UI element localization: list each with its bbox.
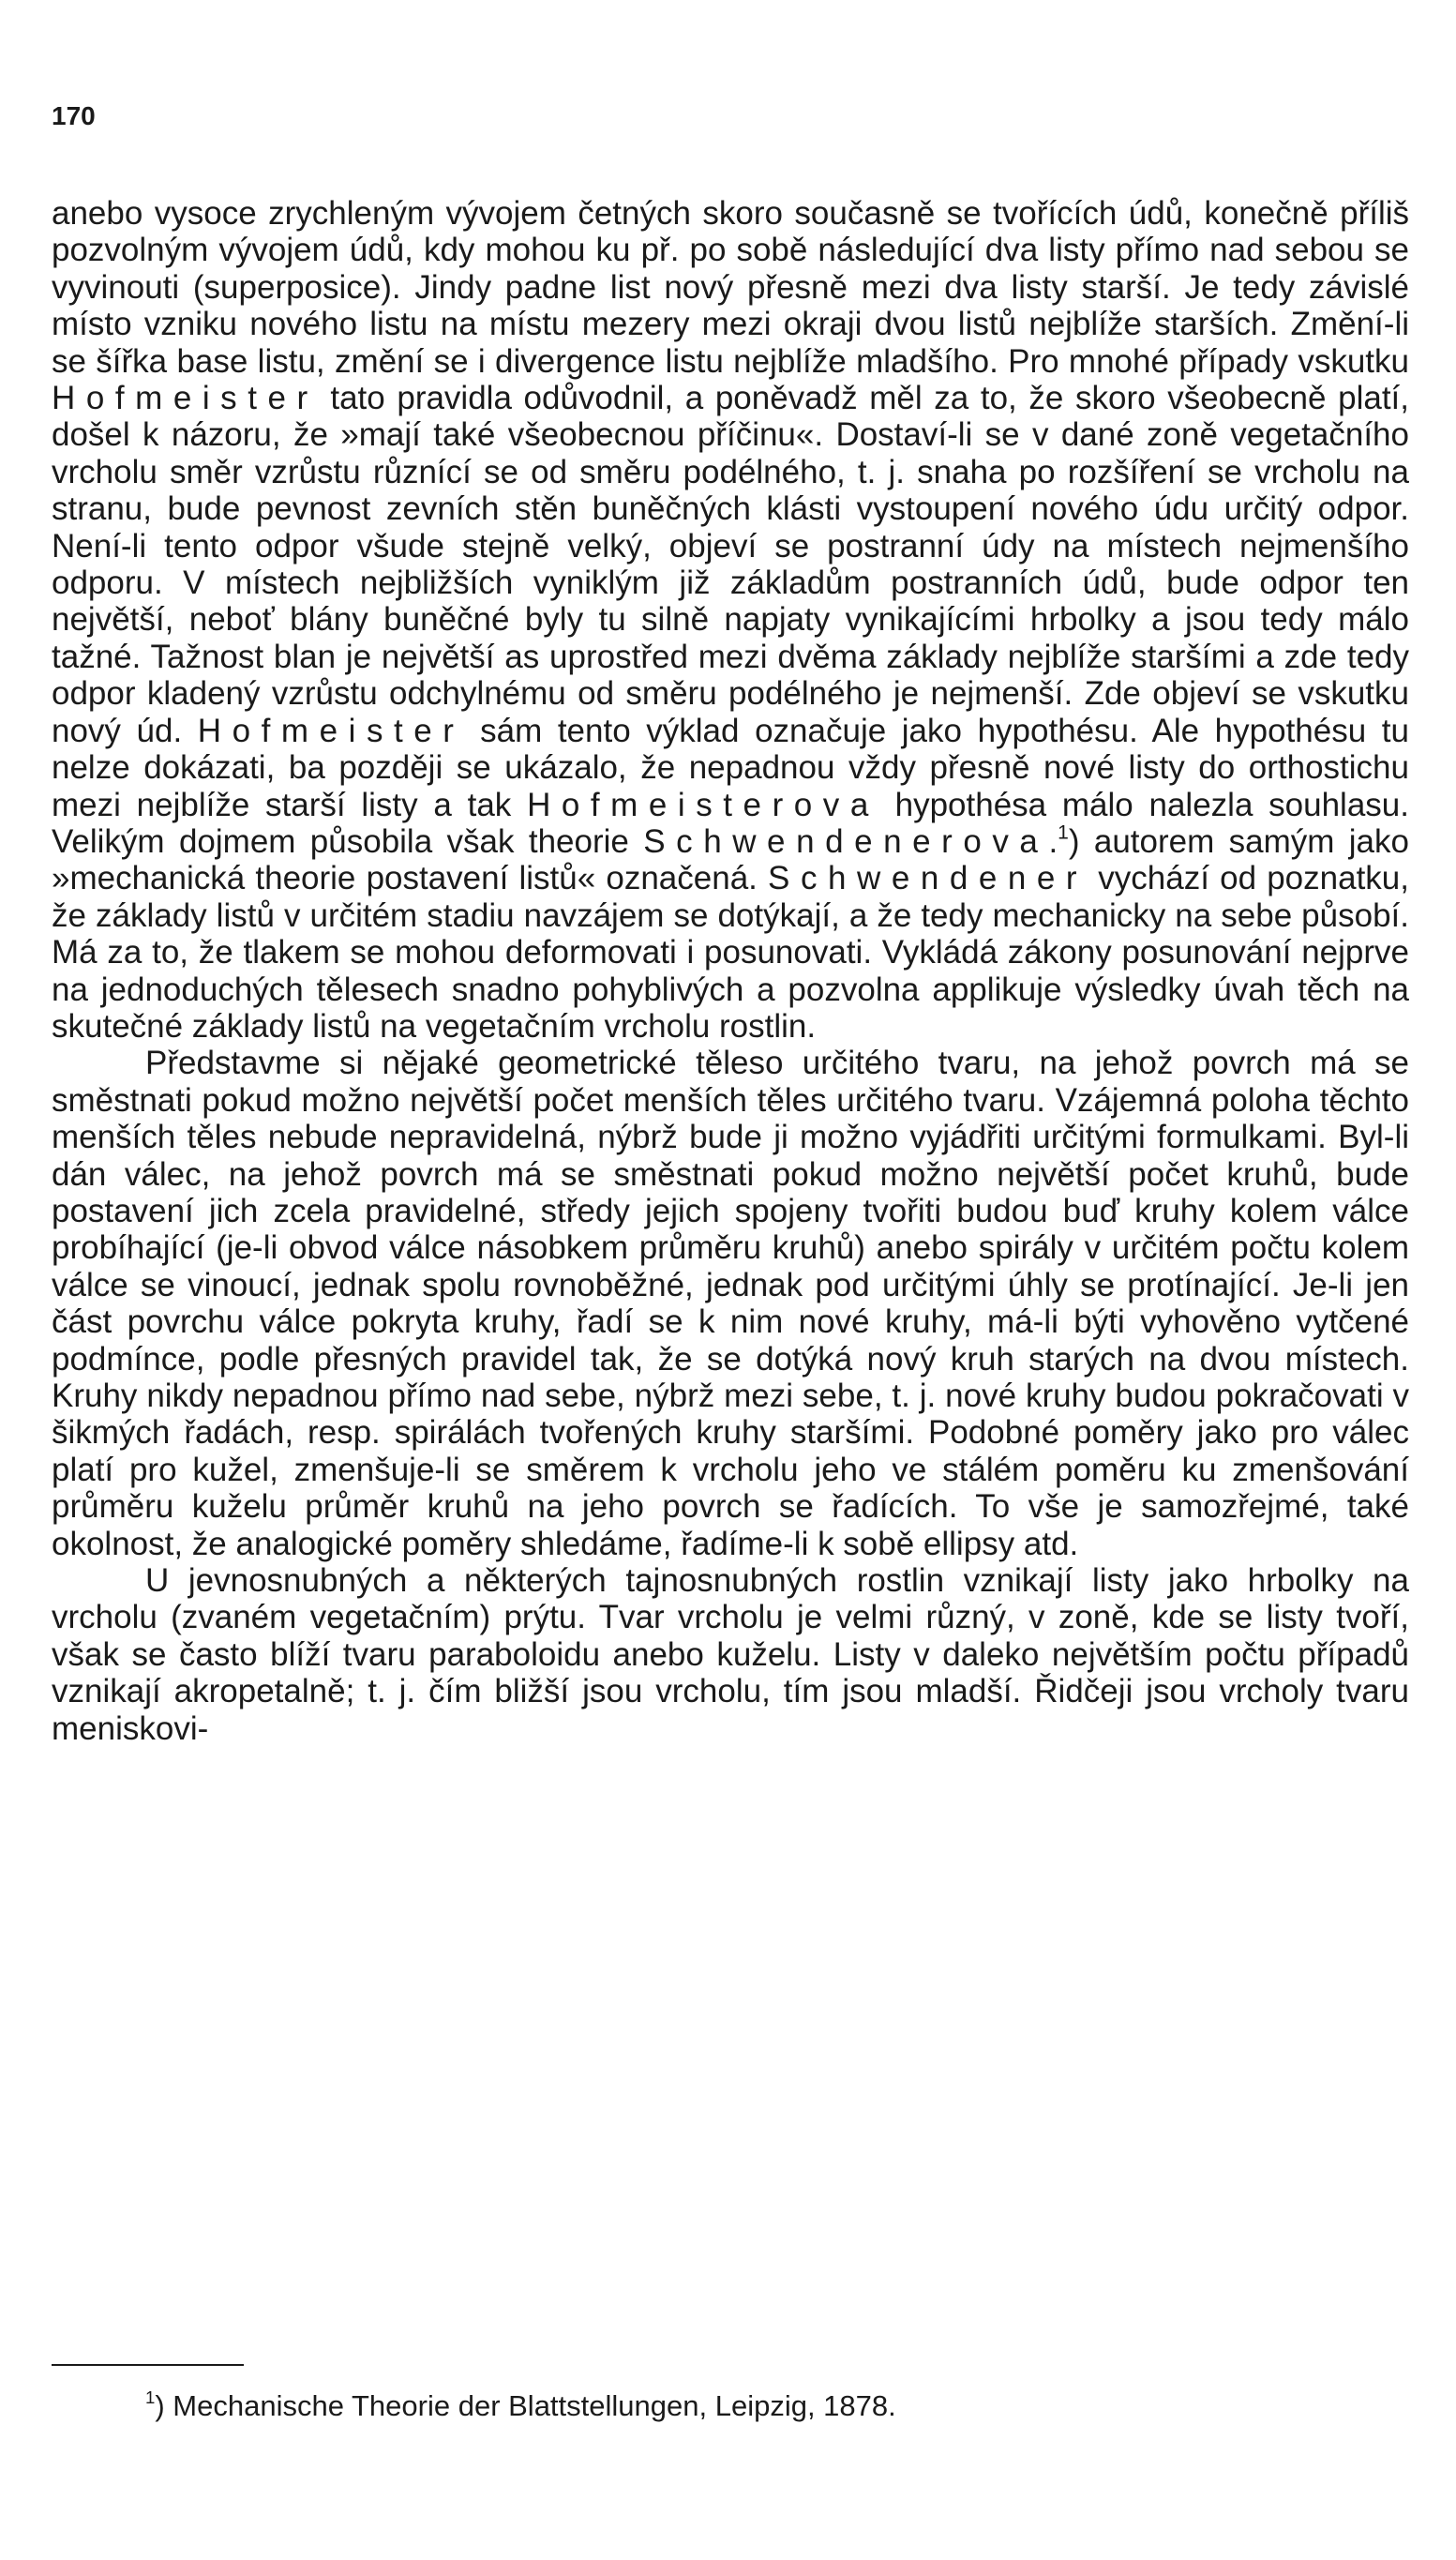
author-name-spaced: Hofmeister [52,380,319,417]
paragraph [52,195,1409,1045]
text-run: tato pravidla odůvodnil, a poněvadž měl za to, že skoro všeobecně platí, došel k názoru, že »mají také všeobecnou příčinu«. Dostaví-li se v dané zoně vegetačního vrcholu směr vzrůstu různící se od směru podélného, t. j. snaha po rozšíření se vrcholu na stranu, bude pevnost zevních stěn buněčných klásti vystoupení nového údu určitý odpor. Není-li tento odpor všude stejně velký, objeví se postranní údy na místech nejmenšího odporu. V místech nejbližších vyniklým již základům postranních údů, bude odpor ten největší, neboť blány buněčné byly tu silně napjaty vynikajícími hrbolky a jsou tedy málo tažné. Tažnost blan je největší as uprostřed mezi dvěma základy nejblíže staršími a zde tedy odpor kladený vzrůstu odchylnému od směru podélného je nejmenší. Zde objeví se vskutku nový úd. [52,380,1409,749]
author-name-spaced: Hofmeister [197,712,465,749]
footnote-divider [52,2364,244,2366]
body-text [52,195,1409,1747]
paragraph [52,1562,1409,1747]
author-name-spaced: Schwendenerova [643,822,1049,860]
footnote-marker: 1 [145,2387,156,2407]
paragraph [52,1045,1409,1562]
page-number: 170 [52,101,96,130]
text-run: sám tento výklad označuje jako hypothésu. Ale hypothésu tu nelze dokázati, ba později se ukázalo, že nepadnou vždy přesně nové listy do orthostichu mezi nejblíže starší listy a tak [52,712,1409,823]
author-name-spaced: Schwendener [768,860,1088,897]
footnote-text: ) Mechanische Theorie der Blattstellungen, Leipzig, 1878. [155,2389,896,2422]
text-run: ) autorem samým jako »mechanická theorie postavení listů« označená. [52,822,1409,897]
author-name-spaced: Hofmeisterova [527,786,879,823]
text-run: anebo vysoce zrychleným vývojem četných skoro současně se tvořících údů, konečně příliš pozvolným vývojem údů, kdy mohou ku př. po sobě následující dva listy přímo nad sebou se vyvinouti (superposice). Jindy padne list nový přesně mezi dva listy starší. Je tedy závislé místo vzniku nového listu na místu mezery mezi okraji dvou listů nejblíže starších. Změní-li se šířka base listu, změní se i divergence listu nejblíže mladšího. Pro mnohé případy vskutku [52,195,1409,380]
text-run: vychází od poznatku, že základy listů v určitém stadiu navzájem se dotýkají, a že tedy mechanicky na sebe působí. Má za to, že tlakem se mohou deformovati i posunovati. Vykládá zákony posunování nejprve na jednoduchých tělesech snadno pohyblivých a pozvolna applikuje výsledky úvah těch na skutečné základy listů na vegetačním vrcholu rostlin. [52,860,1409,1045]
text-run: Představme si nějaké geometrické těleso určitého tvaru, na jehož povrch má se směstnati pokud možno největší počet menších těles určitého tvaru. Vzájemná poloha těchto menších těles nebude nepravidelná, nýbrž bude ji možno vyjádřiti určitými formulkami. Byl-li dán válec, na jehož povrch má se směstnati pokud možno největší počet kruhů, bude postavení jich zcela pravidelné, středy jejich spojeny tvořiti budou buď kruhy kolem válce probíhající (je-li obvod válce násobkem průměru kruhů) anebo spirály v určitém počtu kolem válce se vinoucí, jednak spolu rovnoběžné, jednak pod určitými úhly se protínající. Je-li jen část povrchu válce pokryta kruhy, řadí se k nim nové kruhy, má-li býti vyhověno vytčené podmínce, podle přesných pravidel tak, že se dotýká nový kruh starých na dvou místech. Kruhy nikdy nepadnou přímo nad sebe, nýbrž mezi sebe, t. j. nové kruhy budou pokračovati v šikmých řadách, resp. spirálách tvořených kruhy staršími. Podobné poměry jako pro válec platí pro kužel, zmenšuje-li se směrem k vrcholu jeho ve stálém poměru ku zmenšování průměru kuželu průměr kruhů na jeho povrch se řadících. To vše je samozřejmé, také okolnost, že analogické poměry shledáme, řadíme-li k sobě ellipsy atd. [52,1045,1409,1562]
footnote-reference: 1 [1058,821,1069,844]
footnote [145,2389,896,2423]
text-run: hypothésa málo nalezla souhlasu. Velikým dojmem působila však theorie [52,786,1409,860]
text-run: . [1048,822,1058,860]
text-run: U jevnosnubných a některých tajnosnubných rostlin vznikají listy jako hrbolky na vrcholu (zvaném vegetačním) prýtu. Tvar vrcholu je velmi různý, v zoně, kde se listy tvoří, však se často blíží tvaru paraboloidu anebo kuželu. Listy v daleko největším počtu případů vznikají akropetalně; t. j. čím bližší jsou vrcholu, tím jsou mladší. Řidčeji jsou vrcholy tvaru meniskovi- [52,1562,1409,1747]
